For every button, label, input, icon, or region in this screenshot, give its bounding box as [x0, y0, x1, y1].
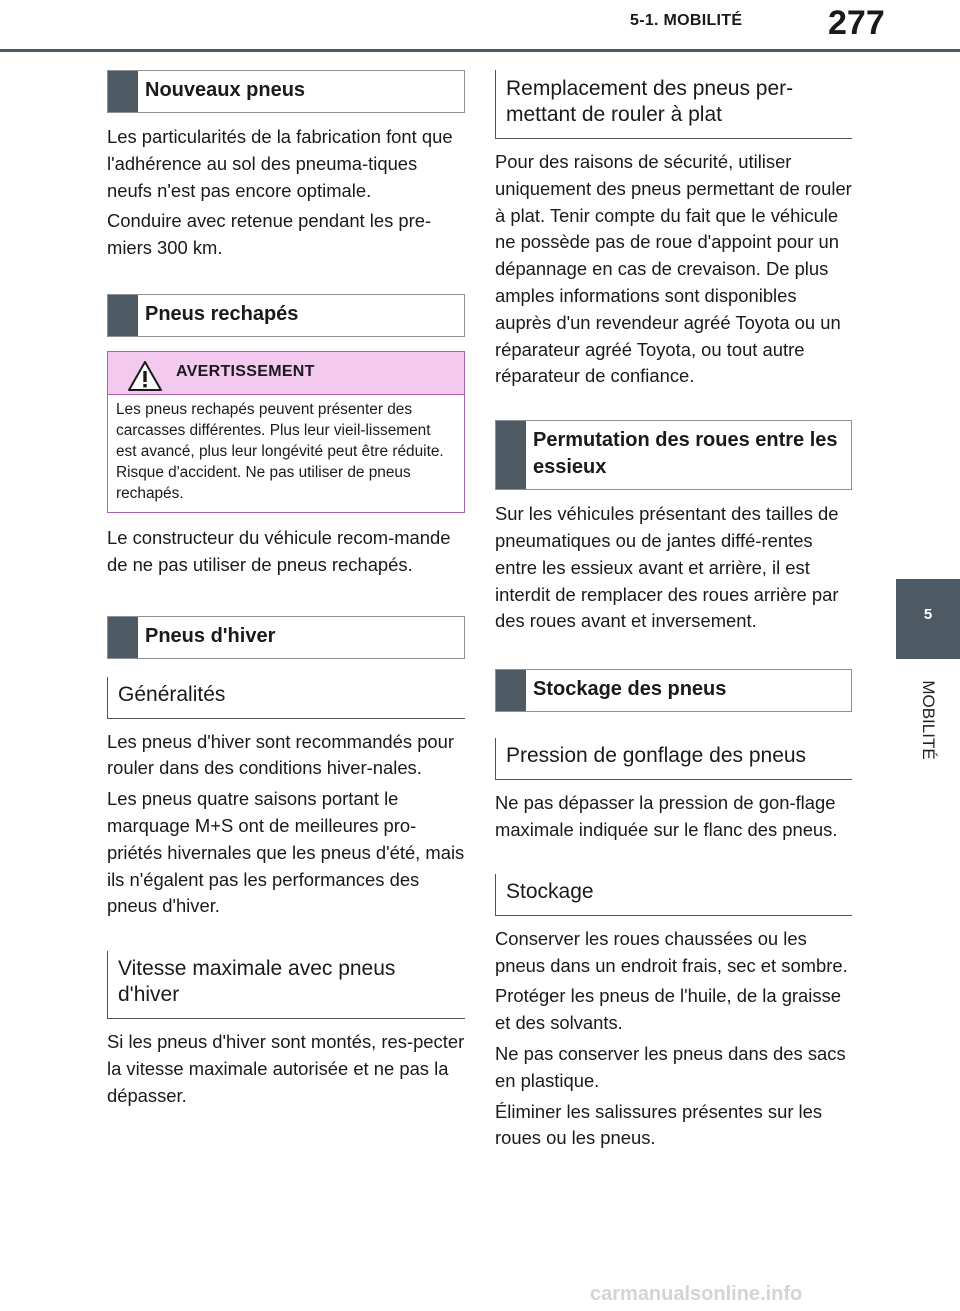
heading-text: Permutation des roues entre les essieux: [533, 429, 838, 479]
watermark: carmanualsonline.info: [590, 1283, 803, 1305]
right-column: [495, 70, 852, 1152]
heading-text: Nouveaux pneus: [145, 79, 306, 101]
chapter-tab-label: MOBILITÉ: [919, 680, 938, 760]
heading-text: Pneus d'hiver: [145, 624, 276, 647]
chapter-tab: [896, 579, 960, 659]
warning-box: [107, 351, 465, 513]
paragraph: Conserver les roues chaussées ou les pneus dans un endroit frais, sec et sombre.: [495, 927, 848, 976]
chapter-tab-number: 5: [923, 606, 933, 623]
paragraph: Si les pneus d'hiver sont montés, res-pecter la vitesse maximale autorisée et ne pas la dépasser.: [107, 1031, 465, 1106]
paragraph: Les pneus quatre saisons portant le marquage M+S ont de meilleures pro-priétés hivernales que les pneus d'été, mais ils n'égalent pas les performances des pneus d'hiver.: [107, 788, 465, 917]
paragraph: Ne pas conserver les pneus dans des sacs en plastique.: [495, 1042, 846, 1091]
warning-title: AVERTISSEMENT: [176, 362, 315, 380]
header-section-title: 5-1. MOBILITÉ: [630, 12, 743, 29]
left-column: [107, 70, 465, 1110]
subheading-pression: Pression de gonflage des pneus: [495, 738, 852, 780]
heading-text: Stockage des pneus: [533, 678, 727, 701]
paragraph: Protéger les pneus de l'huile, de la graisse et des solvants.: [495, 985, 841, 1034]
paragraph: Conduire avec retenue pendant les pre-miers 300 km.: [107, 210, 432, 259]
heading-pneus-rechapes: [107, 294, 465, 337]
heading-permutation: [495, 420, 852, 490]
warning-text: Les pneus rechapés peuvent présenter des carcasses différentes. Plus leur vieil-lissement est avancé, plus leur longévité peut être réduite. Risque d'accident. Ne pas utiliser de pneus rechapés.: [116, 400, 444, 502]
heading-text: Pneus rechapés: [145, 302, 299, 325]
subheading-vitesse-maximale: Vitesse maximale avec pneus d'hiver: [107, 951, 465, 1019]
subheading-generalites: Généralités: [107, 677, 465, 719]
warning-header: [108, 352, 464, 395]
paragraph: Ne pas dépasser la pression de gon-flage maximale indiquée sur le flanc des pneus.: [495, 792, 838, 840]
paragraph: Les particularités de la fabrication font que l'adhérence au sol des pneuma-tiques neufs n'est pas encore optimale.: [107, 126, 453, 201]
heading-stockage-pneus: [495, 669, 852, 712]
heading-nouveaux-pneus: [107, 70, 465, 113]
subheading-stockage: Stockage: [495, 874, 852, 916]
paragraph: Le constructeur du véhicule recom-mande de ne pas utiliser de pneus rechapés.: [107, 526, 451, 575]
warning-triangle-icon: [128, 361, 162, 391]
heading-pneus-hiver: [107, 616, 465, 659]
header-divider: [0, 49, 960, 52]
page-number: 277: [828, 4, 885, 42]
paragraph: Éliminer les salissures présentes sur les roues ou les pneus.: [495, 1100, 823, 1149]
paragraph: Sur les véhicules présentant des tailles de pneumatiques ou de jantes diffé-rentes entre les essieux avant et arrière, il est interdit de remplacer des roues arrière par des roues avant et inversement.: [495, 503, 839, 632]
paragraph: Les pneus d'hiver sont recommandés pour rouler dans des conditions hiver-nales.: [107, 730, 454, 779]
paragraph: Pour des raisons de sécurité, utiliser uniquement des pneus permettant de rouler à plat. Tenir compte du fait que le véhicule ne possède pas de roue d'appoint pour un dépannage en cas de crevaison. De plus amples informations sont disponibles auprès d'un revendeur agréé Toyota ou un réparateur agréé Toyota, ou tout autre réparateur de confiance.: [495, 151, 852, 387]
subheading-remplacement: Remplacement des pneus per-mettant de rouler à plat: [495, 70, 852, 139]
